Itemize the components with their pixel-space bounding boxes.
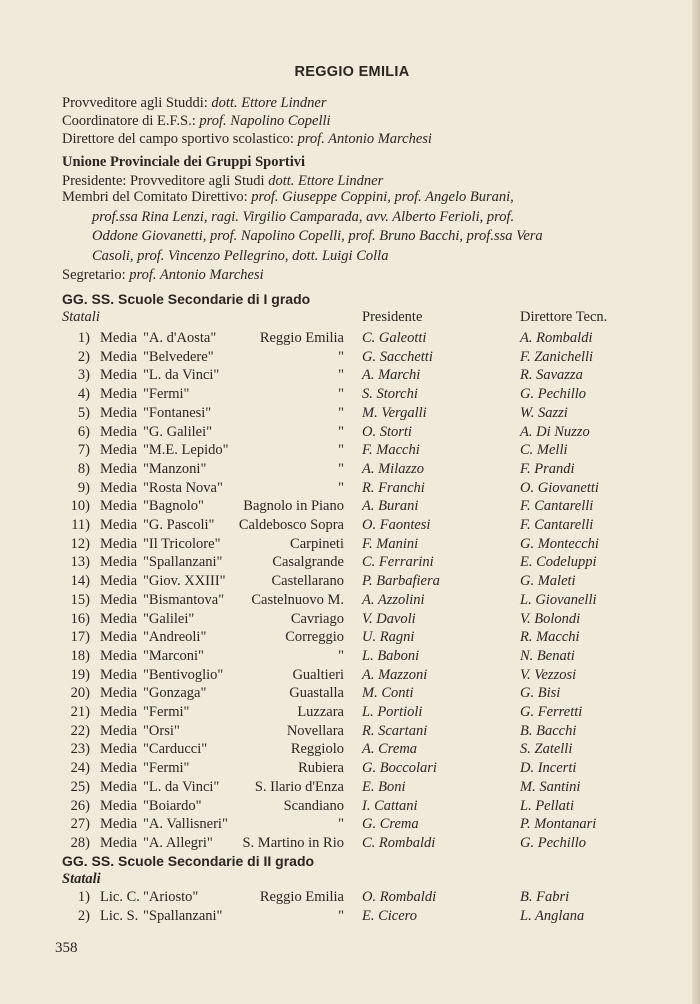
column-header-director: Direttore Tecn. <box>520 309 608 325</box>
row-director: G. Montecchi <box>520 535 599 552</box>
official-label: Provveditore agli Studdi: <box>62 95 212 111</box>
school-city: Cavriago <box>290 610 344 627</box>
row-president: C. Rombaldi <box>362 834 436 851</box>
official-label: Coordinatore di E.F.S.: <box>62 113 200 129</box>
row-director: R. Savazza <box>520 367 583 384</box>
school-city: Bagnolo in Piano <box>243 498 344 515</box>
school-city: Novellara <box>286 722 344 739</box>
president-name: dott. Ettore Lindner <box>268 173 384 189</box>
row-president: G. Sacchetti <box>362 348 433 365</box>
school-name: "Fontanesi" <box>143 404 212 421</box>
row-number: 26) <box>70 797 90 814</box>
table-row <box>62 497 662 516</box>
row-number: 1) <box>77 889 90 905</box>
table-row <box>62 553 662 572</box>
school-name: "A. Vallisneri" <box>143 816 228 833</box>
table-row <box>62 759 662 778</box>
school-type: Lic. S. <box>100 908 139 924</box>
row-president: L. Portioli <box>362 704 423 720</box>
secretary-label: Segretario: <box>62 267 130 283</box>
column-header-president: Presidente <box>362 309 423 325</box>
school-city: Rubiera <box>298 760 344 777</box>
table-row <box>62 834 662 853</box>
row-president: C. Ferrarini <box>362 554 434 571</box>
row-number: 10) <box>70 498 90 515</box>
school-name: "Bagnolo" <box>143 498 204 515</box>
members-line: Casoli, prof. Vincenzo Pellegrino, dott. Luigi Colla <box>92 247 389 264</box>
official-name: prof. Antonio Marchesi <box>297 131 432 147</box>
school-name: "Orsi" <box>143 722 180 739</box>
row-number: 7) <box>77 442 90 459</box>
table-row <box>62 647 662 666</box>
members-line: prof.ssa Rina Lenzi, ragi. Virgilio Camparada, avv. Alberto Ferioli, prof. <box>92 208 515 225</box>
row-director: F. Cantarelli <box>520 498 594 515</box>
row-number: 27) <box>70 816 90 833</box>
school-type: Media <box>100 685 138 702</box>
table-row <box>62 572 662 591</box>
school-type: Media <box>100 460 138 477</box>
row-director: O. Giovanetti <box>520 479 599 496</box>
table-row <box>62 366 662 385</box>
row-director: N. Benati <box>520 647 575 664</box>
president-label: Presidente: Provveditore agli Studi <box>62 173 269 189</box>
school-city: " <box>338 386 344 403</box>
table-row <box>62 329 662 348</box>
row-president: I. Cattani <box>362 797 418 814</box>
school-name: "G. Galilei" <box>143 423 213 440</box>
school-name: "Carducci" <box>143 741 208 758</box>
school-type: Lic. C. <box>100 889 140 905</box>
row-director: G. Pechillo <box>520 386 587 403</box>
school-name: "M.E. Lepido" <box>143 442 229 459</box>
row-president: R. Scartani <box>362 722 428 739</box>
school-city: Correggio <box>285 629 344 646</box>
row-number: 25) <box>70 778 90 795</box>
school-name: "Spallanzani" <box>143 554 223 571</box>
school-name: "Bentivoglio" <box>143 666 224 683</box>
school-name: "Fermi" <box>143 704 190 720</box>
official-name: dott. Ettore Lindner <box>211 95 327 111</box>
school-city: " <box>338 816 344 833</box>
row-number: 24) <box>70 760 90 777</box>
table-row <box>62 740 662 759</box>
table-row <box>62 441 662 460</box>
school-type: Media <box>100 629 138 646</box>
row-director: F. Cantarelli <box>520 517 594 533</box>
row-president: G. Crema <box>362 816 419 833</box>
row-president: A. Burani <box>362 498 419 515</box>
table-row <box>62 684 662 703</box>
row-number: 5) <box>77 404 90 421</box>
table-row <box>62 778 662 797</box>
school-city: " <box>338 348 344 365</box>
school-name: "Fermi" <box>143 760 190 777</box>
row-president: O. Storti <box>362 423 412 440</box>
page-title: REGGIO EMILIA <box>294 64 410 80</box>
school-city: Reggio Emilia <box>259 889 344 905</box>
school-type: Media <box>100 834 138 851</box>
row-number: 12) <box>70 535 90 552</box>
table-row <box>62 722 662 741</box>
school-city: " <box>338 404 344 421</box>
school-city: Reggiolo <box>290 741 344 758</box>
school-name: "Spallanzani" <box>143 908 223 924</box>
table-row <box>62 535 662 554</box>
members-label: Membri del Comitato Direttivo: <box>62 189 252 205</box>
row-director: L. Pellati <box>520 797 574 814</box>
section1-heading: GG. SS. Scuole Secondarie di I grado <box>62 291 311 307</box>
row-president: U. Ragni <box>362 629 415 646</box>
row-president: F. Manini <box>362 535 419 552</box>
row-number: 2) <box>77 348 90 365</box>
row-number: 19) <box>70 666 90 683</box>
row-director: S. Zatelli <box>520 741 573 758</box>
school-type: Media <box>100 423 138 440</box>
school-name: "Andreoli" <box>143 629 207 646</box>
school-type: Media <box>100 517 138 533</box>
row-director: F. Prandi <box>520 460 575 477</box>
school-type: Media <box>100 666 138 683</box>
school-type: Media <box>100 647 138 664</box>
school-type: Media <box>100 442 138 459</box>
row-director: P. Montanari <box>520 816 597 833</box>
school-city: " <box>338 442 344 459</box>
school-city: S. Martino in Rio <box>242 834 344 851</box>
row-number: 18) <box>70 647 90 664</box>
school-city: Reggio Emilia <box>259 330 344 346</box>
table-row <box>62 610 662 629</box>
school-type: Media <box>100 479 138 496</box>
row-director: R. Macchi <box>520 629 580 646</box>
school-name: "L. da Vinci" <box>143 367 220 384</box>
school-city: Casalgrande <box>272 554 344 571</box>
row-president: L. Baboni <box>362 647 420 664</box>
table-row <box>62 385 662 404</box>
row-number: 22) <box>70 722 90 739</box>
row-number: 13) <box>70 554 90 571</box>
row-number: 14) <box>70 573 90 590</box>
school-city: " <box>338 423 344 440</box>
school-city: Luzzara <box>297 704 344 720</box>
row-number: 9) <box>77 479 90 496</box>
row-number: 23) <box>70 741 90 758</box>
row-number: 28) <box>70 834 90 851</box>
members-line: Oddone Giovanetti, prof. Napolino Copelli, prof. Bruno Bacchi, prof.ssa Vera <box>92 228 543 244</box>
row-number: 6) <box>77 423 90 440</box>
table-row <box>62 703 662 722</box>
table-row <box>62 460 662 479</box>
school-type: Media <box>100 386 138 403</box>
school-name: "Il Tricolore" <box>143 535 221 552</box>
table-row <box>62 591 662 610</box>
page-edge <box>692 0 700 1004</box>
row-director: M. Santini <box>520 778 581 795</box>
table-row <box>62 888 662 907</box>
union-heading: Unione Provinciale dei Gruppi Sportivi <box>62 154 306 170</box>
row-president: C. Galeotti <box>362 330 427 346</box>
row-president: F. Macchi <box>362 442 420 459</box>
row-number: 11) <box>71 517 90 533</box>
school-type: Media <box>100 722 138 739</box>
row-number: 3) <box>77 367 90 384</box>
school-city: " <box>338 460 344 477</box>
school-name: "Bismantova" <box>143 591 225 608</box>
row-president: E. Cicero <box>362 908 418 924</box>
row-director: A. Rombaldi <box>520 330 593 346</box>
table-row <box>62 666 662 685</box>
row-director: L. Giovanelli <box>520 591 597 608</box>
row-director: D. Incerti <box>520 760 577 777</box>
official-line <box>62 112 331 130</box>
official-name: prof. Napolino Copelli <box>199 113 331 129</box>
school-type: Media <box>100 741 138 758</box>
row-number: 15) <box>70 591 90 608</box>
row-president: V. Davoli <box>362 610 416 627</box>
table-row <box>62 628 662 647</box>
school-city: Carpineti <box>290 535 344 552</box>
school-type: Media <box>100 404 138 421</box>
row-director: C. Melli <box>520 442 568 459</box>
school-city: Castelnuovo M. <box>251 591 344 608</box>
school-name: "Rosta Nova" <box>143 479 223 496</box>
school-name: "Ariosto" <box>143 889 199 905</box>
row-number: 1) <box>77 330 90 346</box>
table-row <box>62 479 662 498</box>
row-president: A. Mazzoni <box>362 666 428 683</box>
section1-subheading: Statali <box>62 309 100 325</box>
school-type: Media <box>100 704 138 720</box>
members-line: prof. Giuseppe Coppini, prof. Angelo Burani, <box>251 189 514 205</box>
row-number: 16) <box>70 610 90 627</box>
row-director: B. Bacchi <box>520 722 577 739</box>
row-director: W. Sazzi <box>520 404 568 421</box>
official-label: Direttore del campo sportivo scolastico: <box>62 131 298 147</box>
school-type: Media <box>100 610 138 627</box>
row-director: G. Pechillo <box>520 834 587 851</box>
row-director: G. Maleti <box>520 573 576 590</box>
school-type: Media <box>100 498 138 515</box>
school-name: "G. Pascoli" <box>143 517 215 533</box>
table-row <box>62 815 662 834</box>
school-type: Media <box>100 554 138 571</box>
row-director: B. Fabri <box>520 889 570 905</box>
school-type: Media <box>100 330 138 346</box>
row-president: R. Franchi <box>362 479 425 496</box>
row-director: E. Codeluppi <box>520 554 597 571</box>
school-type: Media <box>100 816 138 833</box>
school-type: Media <box>100 591 138 608</box>
school-name: "A. d'Aosta" <box>143 330 217 346</box>
school-city: Guastalla <box>289 685 344 702</box>
row-director: A. Di Nuzzo <box>520 423 590 440</box>
row-president: A. Azzolini <box>362 591 425 608</box>
school-name: "Giov. XXIII" <box>143 573 226 590</box>
school-city: S. Ilario d'Enza <box>254 778 344 795</box>
table-row <box>62 404 662 423</box>
school-city: Caldebosco Sopra <box>238 517 344 533</box>
row-president: O. Faontesi <box>362 517 431 533</box>
row-director: V. Vezzosi <box>520 666 577 683</box>
school-type: Media <box>100 778 138 795</box>
row-president: S. Storchi <box>362 386 418 403</box>
row-president: P. Barbafiera <box>362 573 440 590</box>
row-number: 2) <box>77 908 90 924</box>
row-number: 8) <box>77 460 90 477</box>
official-line <box>62 130 432 148</box>
table-row <box>62 797 662 816</box>
school-city: Castellarano <box>271 573 344 590</box>
row-president: M. Vergalli <box>362 404 427 421</box>
row-director: F. Zanichelli <box>520 348 594 365</box>
row-director: G. Bisi <box>520 685 561 702</box>
row-number: 20) <box>70 685 90 702</box>
row-president: M. Conti <box>362 685 414 702</box>
row-president: G. Boccolari <box>362 760 437 777</box>
row-president: O. Rombaldi <box>362 889 437 905</box>
table-row <box>62 907 662 926</box>
school-name: "Belvedere" <box>143 348 214 365</box>
school-city: " <box>338 367 344 384</box>
school-name: "Fermi" <box>143 386 190 403</box>
official-line <box>62 94 326 112</box>
table-row <box>62 348 662 367</box>
school-type: Media <box>100 367 138 384</box>
secretary-line <box>62 266 264 284</box>
table-row <box>62 516 662 535</box>
row-president: A. Milazzo <box>362 460 425 477</box>
row-president: A. Crema <box>362 741 418 758</box>
row-president: A. Marchi <box>362 367 421 384</box>
school-city: " <box>338 908 344 924</box>
school-name: "Gonzaga" <box>143 685 207 702</box>
school-name: "Manzoni" <box>143 460 207 477</box>
committee-members <box>62 188 642 266</box>
school-name: "A. Allegri" <box>143 834 213 851</box>
school-name: "L. da Vinci" <box>143 778 220 795</box>
row-director: L. Anglana <box>520 908 585 924</box>
row-president: E. Boni <box>362 778 406 795</box>
school-type: Media <box>100 348 138 365</box>
school-type: Media <box>100 797 138 814</box>
row-director: V. Bolondi <box>520 610 581 627</box>
school-name: "Marconi" <box>143 647 204 664</box>
row-number: 17) <box>70 629 90 646</box>
school-type: Media <box>100 535 138 552</box>
section2-subheading: Statali <box>62 871 101 887</box>
school-city: Scandiano <box>283 797 344 814</box>
row-director: G. Ferretti <box>520 704 583 720</box>
school-city: " <box>338 479 344 496</box>
school-name: "Boiardo" <box>143 797 202 814</box>
row-number: 21) <box>70 704 90 720</box>
secretary-name: prof. Antonio Marchesi <box>129 267 264 283</box>
section2-heading: GG. SS. Scuole Secondarie di II grado <box>62 853 315 869</box>
school-type: Media <box>100 760 138 777</box>
page-number: 358 <box>55 940 78 956</box>
school-type: Media <box>100 573 138 590</box>
school-city: Gualtieri <box>292 666 344 683</box>
row-number: 4) <box>77 386 90 403</box>
table-row <box>62 423 662 442</box>
school-city: " <box>338 647 344 664</box>
school-name: "Galilei" <box>143 610 195 627</box>
